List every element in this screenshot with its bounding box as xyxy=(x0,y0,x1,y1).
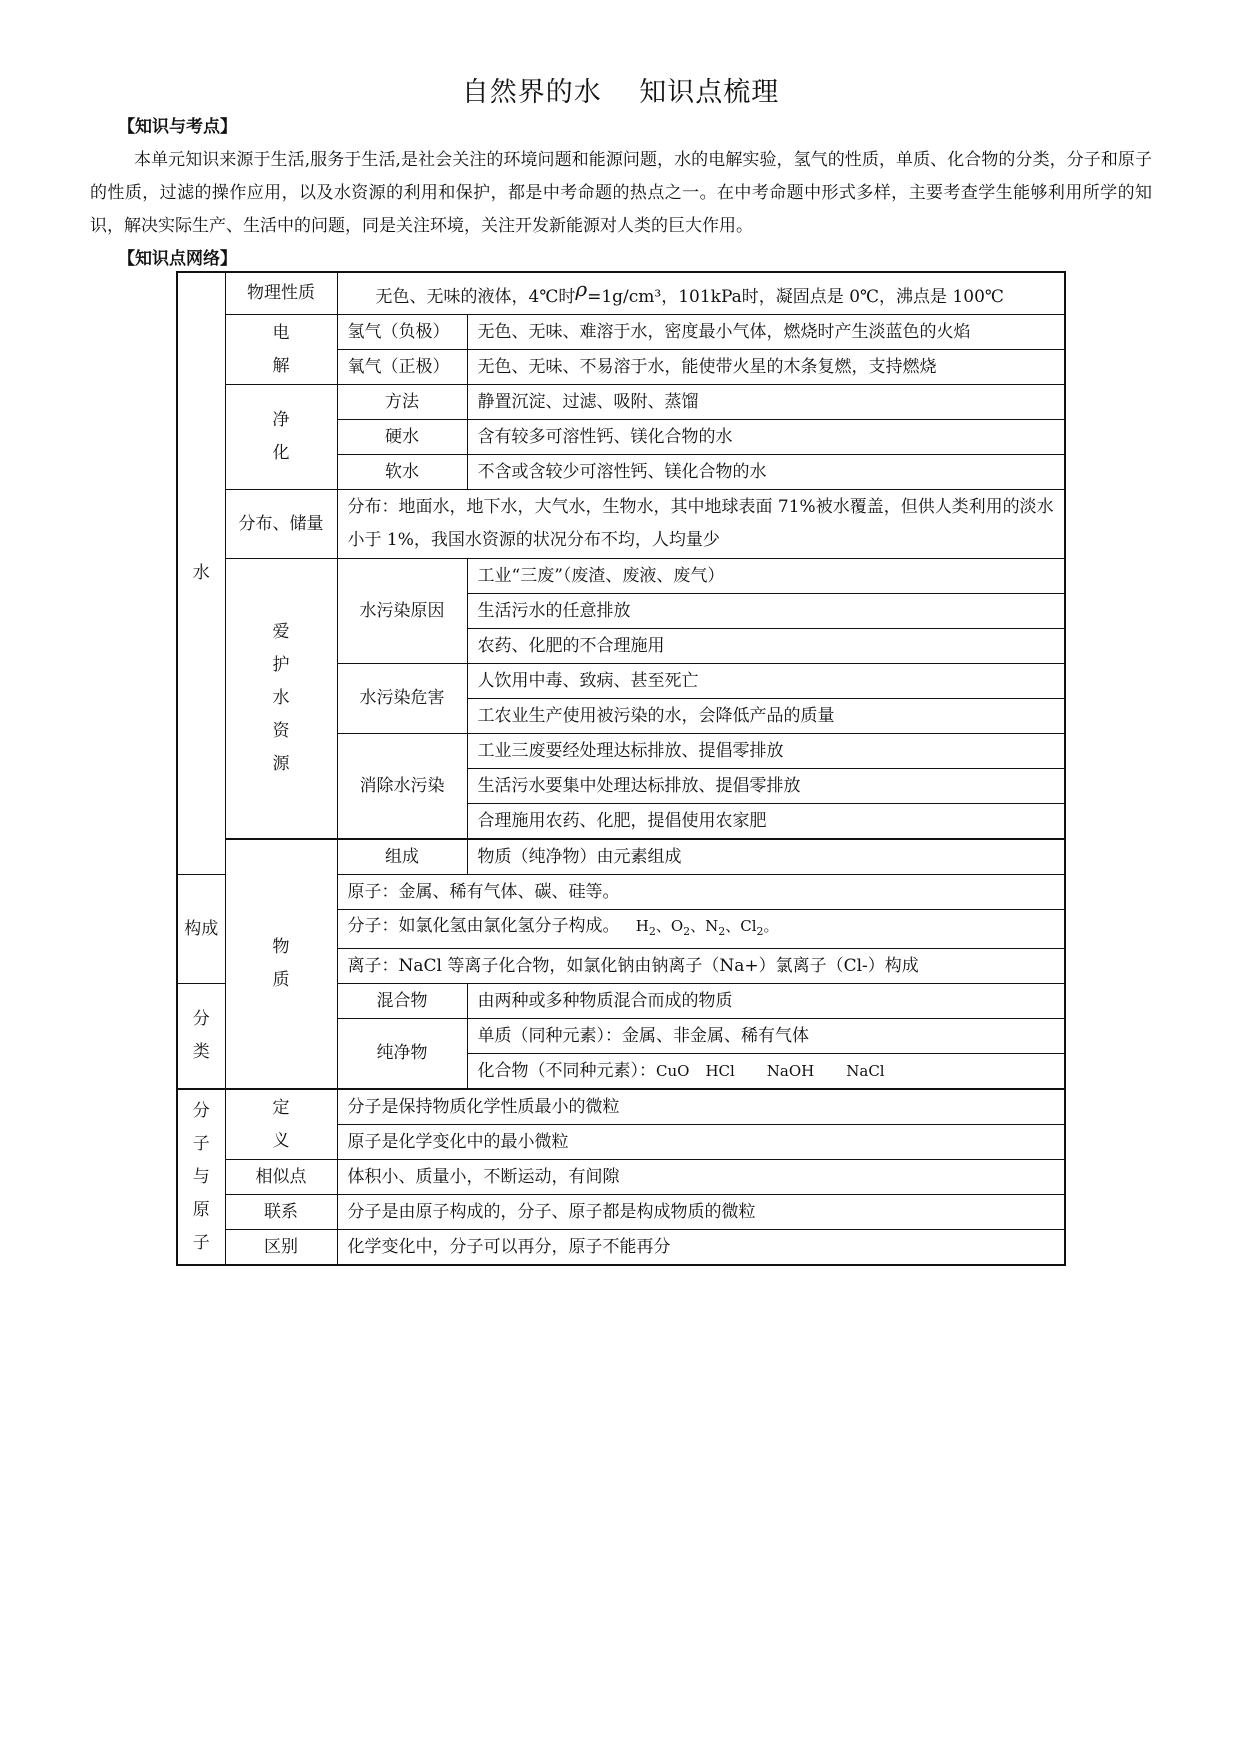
page-title: 自然界的水 知识点梳理 xyxy=(461,77,780,108)
list-item: 工业三废要经处理达标排放、提倡零排放 xyxy=(467,734,1065,769)
atom-structure-text: 原子：金属、稀有气体、碳、硅等。 xyxy=(337,875,1065,910)
table-row xyxy=(177,1160,1065,1195)
ion-structure-text: 离子：NaCl 等离子化合物，如氯化钠由钠离子（Na+）氯离子（Cl-）构成 xyxy=(337,949,1065,984)
list-item: 人饮用中毒、致病、甚至死亡 xyxy=(467,664,1065,699)
molecule-formulas: $H_2$、$O_2$、$N_2$、$Cl_2$。 xyxy=(635,917,779,938)
mixture-text: 由两种或多种物质混合而成的物质 xyxy=(467,984,1065,1019)
intro-paragraph: 本单元知识来源于生活,服务于生活,是社会关注的环境问题和能源问题，水的电解实验，氢气的性质，单质、化合物的分类，分子和原子的性质，过滤的操作应用，以及水资源的利用和保护，都是中考命题的热点之一。在中考命题中形式多样，主要考查学生能够利用所学的知识，解决实际生产、生活中的问题，同是关注环境，关注开发新能源对人类的巨大作用。 xyxy=(90,150,1152,236)
physical-properties: 无色、无味的液体，4℃时ρ=1g/cm³，101kPa时，凝固点是 0℃，沸点是 100℃ xyxy=(337,272,1065,315)
compound-text: 化合物（不同种元素）：CuO HCl NaOH NaCl xyxy=(467,1054,1065,1090)
hydrogen-label: 氢气（负极） xyxy=(337,315,467,350)
hard-water-text: 含有较多可溶性钙、镁化合物的水 xyxy=(467,420,1065,455)
list-item: 工业“三废”（废渣、废液、废气） xyxy=(467,559,1065,594)
hydrogen-text: 无色、无味、难溶于水，密度最小气体，燃烧时产生淡蓝色的火焰 xyxy=(467,315,1065,350)
compound-examples: CuO HCl NaOH NaCl xyxy=(656,1061,885,1080)
element-text: 单质（同种元素）：金属、非金属、稀有气体 xyxy=(467,1019,1065,1054)
pollution-remove-label: 消除水污染 xyxy=(337,734,467,840)
table-row xyxy=(177,1230,1065,1266)
table-row xyxy=(177,559,1065,594)
list-item: 工农业生产使用被污染的水，会降低产品的质量 xyxy=(467,699,1065,734)
hard-water-label: 硬水 xyxy=(337,420,467,455)
pollution-cause-label: 水污染原因 xyxy=(337,559,467,664)
list-item: 生活污水要集中处理达标排放、提倡零排放 xyxy=(467,769,1065,804)
group-label-matter: 物 质 xyxy=(225,839,337,1089)
group-label-molecule-atom: 分 子 与 原 子 xyxy=(177,1089,225,1265)
soft-water-label: 软水 xyxy=(337,455,467,490)
composition-label: 组成 xyxy=(337,839,467,875)
list-item: 合理施用农药、化肥，提倡使用农家肥 xyxy=(467,804,1065,840)
oxygen-text: 无色、无味、不易溶于水，能使带火星的木条复燃，支持燃烧 xyxy=(467,350,1065,385)
table-row xyxy=(177,1195,1065,1230)
list-item: 生活污水的任意排放 xyxy=(467,594,1065,629)
pollution-harm-label: 水污染危害 xyxy=(337,664,467,734)
knowledge-table xyxy=(176,271,1066,1266)
table-row xyxy=(177,1089,1065,1125)
similarity-label: 相似点 xyxy=(225,1160,337,1195)
method-label: 方法 xyxy=(337,385,467,420)
pure-substance-label: 纯净物 xyxy=(337,1019,467,1090)
row-label-electrolysis: 电 解 xyxy=(225,315,337,385)
row-label-purify: 净 化 xyxy=(225,385,337,490)
difference-text: 化学变化中，分子可以再分，原子不能再分 xyxy=(337,1230,1065,1266)
section-heading-knowledge: 【知识与考点】 xyxy=(118,117,237,137)
soft-water-text: 不含或含较少可溶性钙、镁化合物的水 xyxy=(467,455,1065,490)
relation-text: 分子是由原子构成的，分子、原子都是构成物质的微粒 xyxy=(337,1195,1065,1230)
molecule-definition: 分子是保持物质化学性质最小的微粒 xyxy=(337,1089,1065,1125)
definition-label: 定 义 xyxy=(225,1089,337,1160)
section-heading-network: 【知识点网络】 xyxy=(118,249,237,269)
mixture-label: 混合物 xyxy=(337,984,467,1019)
atom-definition: 原子是化学变化中的最小微粒 xyxy=(337,1125,1065,1160)
row-label-physical: 物理性质 xyxy=(225,272,337,315)
row-label-distribution: 分布、储量 xyxy=(225,490,337,559)
oxygen-label: 氧气（正极） xyxy=(337,350,467,385)
table-row xyxy=(177,272,1065,315)
method-text: 静置沉淀、过滤、吸附、蒸馏 xyxy=(467,385,1065,420)
list-item: 农药、化肥的不合理施用 xyxy=(467,629,1065,664)
table-row xyxy=(177,490,1065,559)
classification-label: 分 类 xyxy=(177,984,225,1090)
table-row xyxy=(177,385,1065,420)
row-label-protect: 爱 护 水 资 源 xyxy=(225,559,337,840)
structure-label: 构成 xyxy=(177,875,225,984)
difference-label: 区别 xyxy=(225,1230,337,1266)
relation-label: 联系 xyxy=(225,1195,337,1230)
table-row xyxy=(177,839,1065,875)
rho-symbol: ρ xyxy=(575,277,588,301)
composition-text: 物质（纯净物）由元素组成 xyxy=(467,839,1065,875)
molecule-structure-text: 分子：如氯化氢由氯化氢分子构成。 $H_2$、$O_2$、$N_2$、$Cl_2$。 xyxy=(337,910,1065,949)
group-label-water: 水 xyxy=(177,272,225,875)
table-row xyxy=(177,315,1065,350)
distribution-text: 分布：地面水，地下水，大气水，生物水，其中地球表面 71%被水覆盖，但供人类利用的淡水小于 1%，我国水资源的状况分布不均，人均量少 xyxy=(337,490,1065,559)
similarity-text: 体积小、质量小，不断运动，有间隙 xyxy=(337,1160,1065,1195)
